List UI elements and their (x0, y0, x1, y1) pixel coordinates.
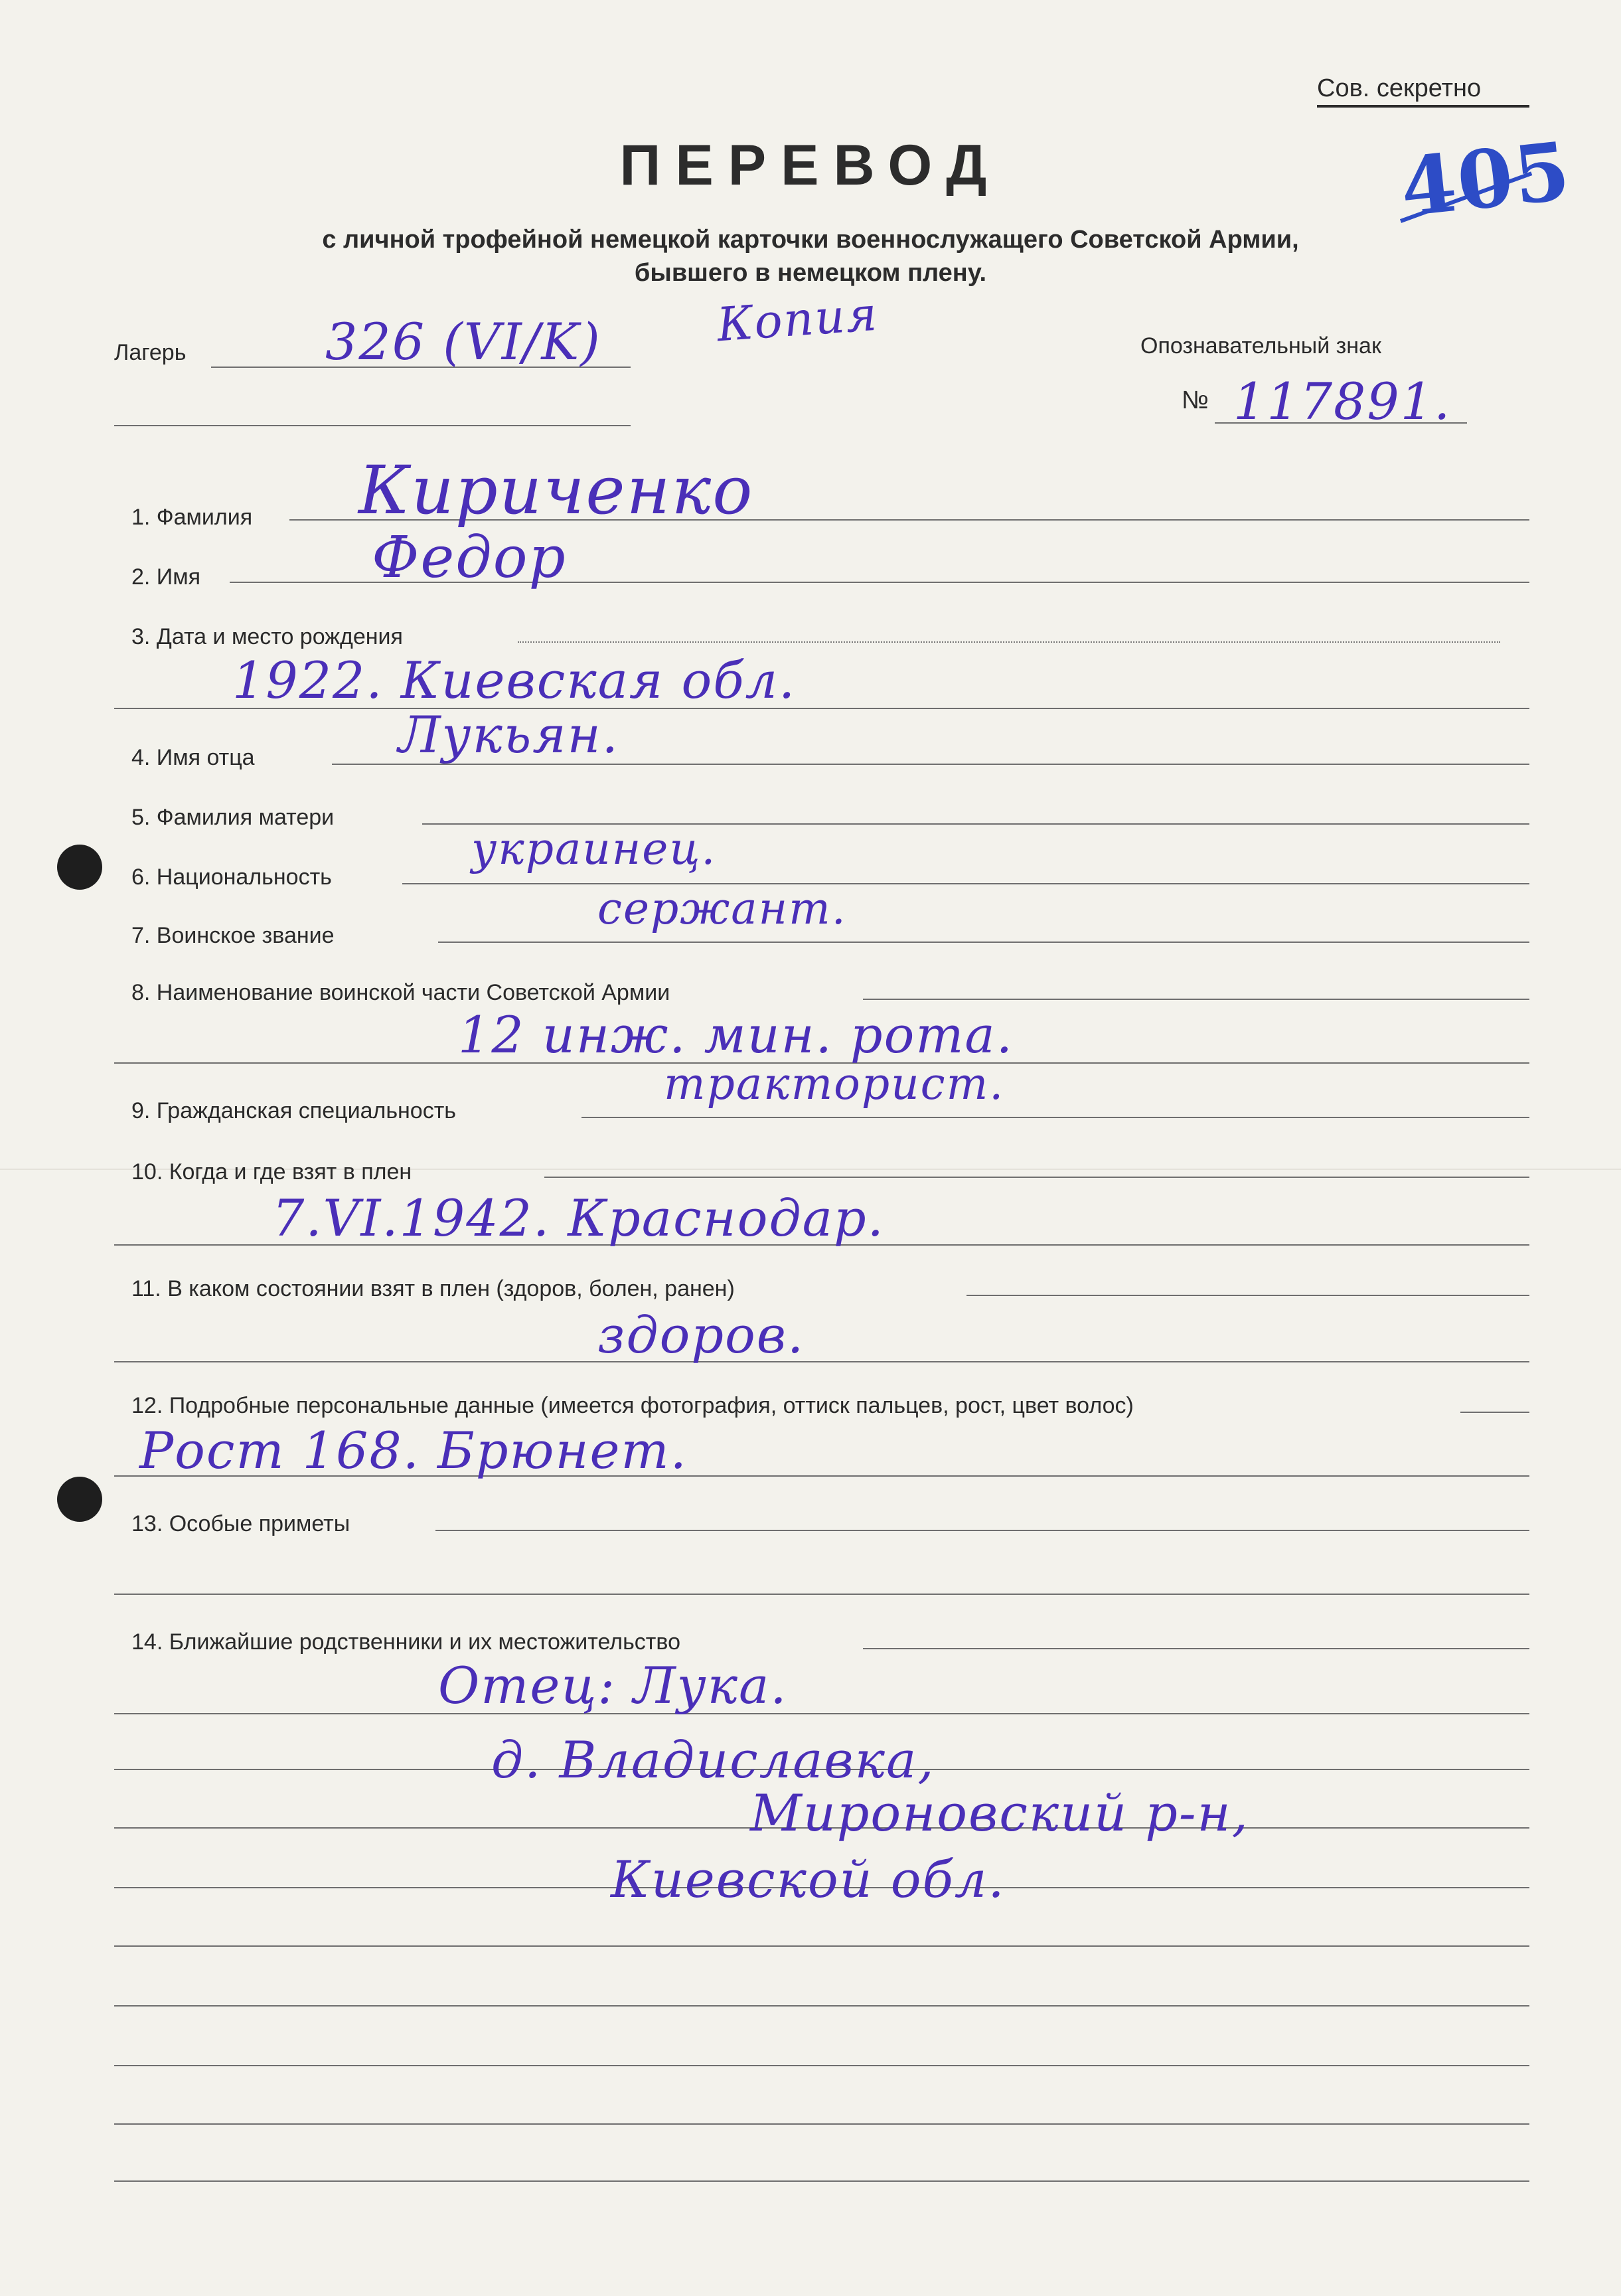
field-4-value: Лукьян. (398, 705, 619, 764)
camp-rule-2 (114, 425, 631, 426)
field-6-value: украинец. (471, 823, 717, 874)
punch-hole (57, 1477, 102, 1522)
field-14-rule-10 (114, 2180, 1529, 2182)
field-2-label: 2. Имя (131, 564, 201, 590)
classification-label: Сов. секретно (1317, 74, 1482, 102)
field-8-value: 12 инж. мин. рота. (458, 1005, 1014, 1064)
field-6-rule (402, 883, 1529, 884)
field-7-rule (438, 942, 1529, 943)
field-13-rule-2 (114, 1594, 1529, 1595)
field-14-line-1: Отец: Лука. (438, 1656, 788, 1715)
field-14-label: 14. Ближайшие родственники и их местожительство (131, 1629, 680, 1655)
punch-hole (57, 845, 102, 890)
field-14-rule (863, 1648, 1529, 1649)
id-tag-number-prefix: № (1182, 386, 1209, 414)
classification-underline (1317, 105, 1529, 108)
field-12-value: Рост 168. Брюнет. (139, 1421, 688, 1480)
field-11-rule-2 (114, 1361, 1529, 1362)
field-12-rule (1460, 1412, 1529, 1413)
field-7-value: сержант. (597, 883, 847, 934)
id-tag-label: Опознавательный знак (1140, 333, 1381, 359)
field-1-label: 1. Фамилия (131, 505, 253, 530)
field-11-label: 11. В каком состоянии взят в плен (здоров, болен, ранен) (131, 1276, 735, 1301)
field-10-value: 7.VI.1942. Краснодар. (272, 1189, 885, 1248)
page-title: ПЕРЕВОД (619, 133, 1002, 197)
field-13-label: 13. Особые приметы (131, 1511, 350, 1536)
field-9-label: 9. Гражданская специальность (131, 1098, 456, 1123)
field-3-value: 1922. Киевская обл. (232, 651, 797, 710)
field-11-rule (966, 1295, 1529, 1296)
field-3-label: 3. Дата и место рождения (131, 624, 403, 649)
archive-number: 405 (1396, 123, 1576, 236)
field-6-label: 6. Национальность (131, 864, 332, 890)
field-5-label: 5. Фамилия матери (131, 805, 335, 830)
copy-mark: Копия (715, 286, 880, 353)
field-14-rule-9 (114, 2123, 1529, 2125)
field-14-line-2: д. Владиславка, (491, 1730, 935, 1789)
field-11-value: здоров. (597, 1305, 805, 1364)
field-14-rule-7 (114, 2005, 1529, 2007)
field-9-value: тракторист. (664, 1058, 1005, 1109)
field-13-rule (435, 1530, 1529, 1531)
field-10-label: 10. Когда и где взят в плен (131, 1159, 412, 1185)
field-3-rule (518, 641, 1500, 643)
field-10-rule (544, 1177, 1529, 1178)
field-4-label: 4. Имя отца (131, 745, 255, 770)
field-14-line-4: Киевской обл. (611, 1850, 1006, 1909)
field-14-rule-6 (114, 1945, 1529, 1947)
field-14-line-3: Мироновский р-н, (750, 1783, 1249, 1843)
field-14-rule-2 (114, 1713, 1529, 1714)
field-7-label: 7. Воинское звание (131, 923, 335, 948)
field-8-label: 8. Наименование воинской части Советской Армии (131, 980, 670, 1005)
camp-value: 326 (VI/K) (325, 312, 601, 371)
field-2-value: Федор (372, 525, 567, 591)
field-1-value: Кириченко (358, 451, 754, 529)
field-9-rule (581, 1117, 1529, 1118)
page-subtitle-line1: с личной трофейной немецкой карточки военнослужащего Советской Армии, (322, 226, 1299, 254)
field-8-rule (863, 999, 1529, 1000)
field-12-label: 12. Подробные персональные данные (имеется фотография, оттиск пальцев, рост, цвет волос) (131, 1393, 1134, 1418)
id-tag-number: 117891. (1233, 372, 1452, 431)
page-subtitle-line2: бывшего в немецком плену. (634, 259, 987, 287)
camp-label: Лагерь (114, 340, 187, 365)
field-14-rule-8 (114, 2065, 1529, 2066)
